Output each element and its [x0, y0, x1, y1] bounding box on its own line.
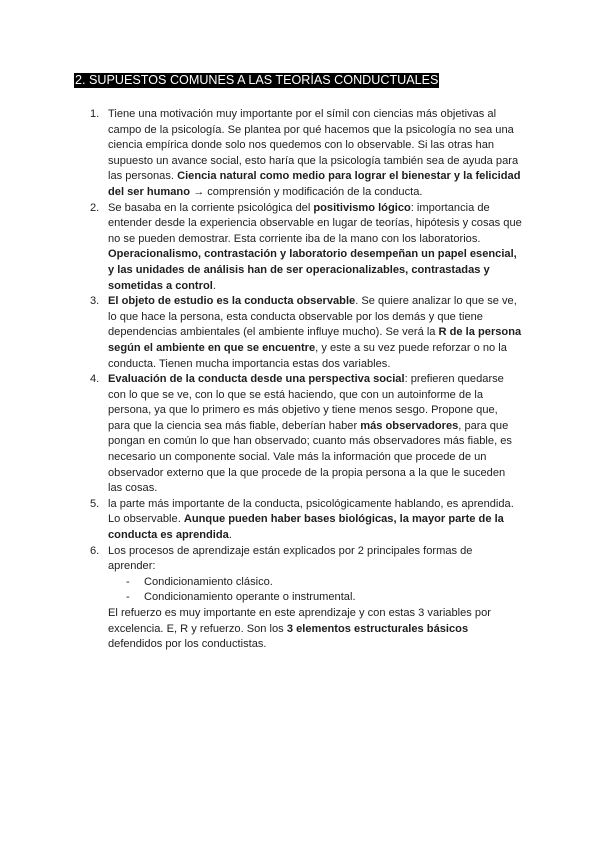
- item-text: El refuerzo es muy importante en este aprendizaje y con estas 3 variables por excelencia. E, R y refuerzo. Son los: [108, 607, 491, 635]
- item-bold-text: más observadores: [360, 419, 459, 432]
- item-text: → comprensión y modificación de la conducta.: [190, 185, 423, 198]
- item-text: : importancia de entender desde la experiencia observable en lugar de teorías, hipótesis y cosas que no se pueden demostrar. Esta corriente iba de la mano con los laboratorios.: [108, 201, 522, 245]
- sub-list: [108, 575, 522, 606]
- item-bold-text: R de la persona según el ambiente en que se encuentre: [108, 326, 522, 354]
- item-bold-text: Aunque pueden haber bases biológicas, la mayor parte de la conducta es aprendida: [108, 513, 504, 542]
- item-text: Se basaba en la corriente psicológica del: [108, 201, 314, 214]
- sub-item-text: Condicionamiento clásico.: [144, 575, 273, 588]
- item-text: Tiene una motivación muy importante por el símil con ciencias más objetivas al campo de la psicología. Se plantea por qué hacemos que la psicología no sea una ciencia empírica donde solo nos quedemos con lo observable. Si las otras han supuesto un avance social, esto haría que la psicología también sea de ayuda para las personas.: [108, 108, 519, 183]
- item-bold-text: Ciencia natural como medio para lograr el bienestar y la felicidad del ser humano: [108, 170, 521, 198]
- list-item-3: [90, 294, 522, 372]
- assumptions-list: [90, 107, 522, 653]
- section-heading: 2. SUPUESTOS COMUNES A LAS TEORÍAS CONDUCTUALES: [75, 73, 439, 87]
- item-bold-text: Evaluación de la conducta desde una perspectiva social: [108, 373, 405, 386]
- item-number: 1.: [90, 108, 100, 120]
- item-text: , para que pongan en común lo que han observado; cuanto más observadores más fiable, es necesario un componente social. Vale más la información que procede de un observador externo que la que procede de la propia persona a la que le suceden las cosas.: [108, 419, 512, 495]
- item-text: defendidos por los conductistas.: [108, 638, 267, 651]
- item-number: 2.: [90, 201, 100, 214]
- list-item-2: [90, 201, 522, 295]
- item-text: .: [212, 279, 216, 292]
- item-bold-text: 3 elementos estructurales básicos: [286, 622, 469, 635]
- item-number: 3.: [90, 295, 100, 308]
- dash-marker: -: [126, 591, 130, 604]
- list-item-1: [90, 107, 522, 201]
- item-text: . Se quiere analizar lo que se ve, lo que hace la persona, esta conducta observable por los demás y que tiene dependencias ambientales (el ambiente influye mucho). Se verá la: [108, 295, 517, 339]
- item-bold-text: El objeto de estudio es la conducta observable: [108, 295, 356, 308]
- dash-marker: -: [126, 575, 130, 588]
- item-text: .: [228, 529, 232, 542]
- item-text: : prefieren quedarse con lo que se ve, con lo que se está haciendo, que con un autoinforme de la persona, ya que lo primero es más objetivo y tiene menos sesgo. Propone que, para que la ciencia sea más fiable, deberían haber: [108, 373, 504, 432]
- list-item-5: [90, 497, 522, 544]
- list-item-6: [90, 544, 522, 653]
- sub-list-item: [126, 575, 522, 591]
- item-bold-text: Operacionalismo, contrastación y laboratorio desempeñan un papel esencial, y las unidades de análisis han de ser operacionalizables, contrastadas y sometidas a control: [108, 248, 517, 292]
- item-text: la parte más importante de la conducta, psicológicamente hablando, es aprendida. Lo observable.: [108, 497, 514, 526]
- item-bold-text: positivismo lógico: [313, 201, 411, 214]
- item-number: 4.: [90, 373, 100, 386]
- item-number: 6.: [90, 544, 100, 557]
- item-number: 5.: [90, 497, 100, 510]
- item-text: , y este a su vez puede reforzar o no la conducta. Tienen mucha importancia estas dos variables.: [108, 341, 507, 370]
- sub-item-text: Condicionamiento operante o instrumental.: [144, 591, 356, 604]
- sub-list-item: [126, 590, 522, 606]
- item-text: Los procesos de aprendizaje están explicados por 2 principales formas de aprender:: [108, 544, 473, 573]
- list-item-4: [90, 372, 522, 497]
